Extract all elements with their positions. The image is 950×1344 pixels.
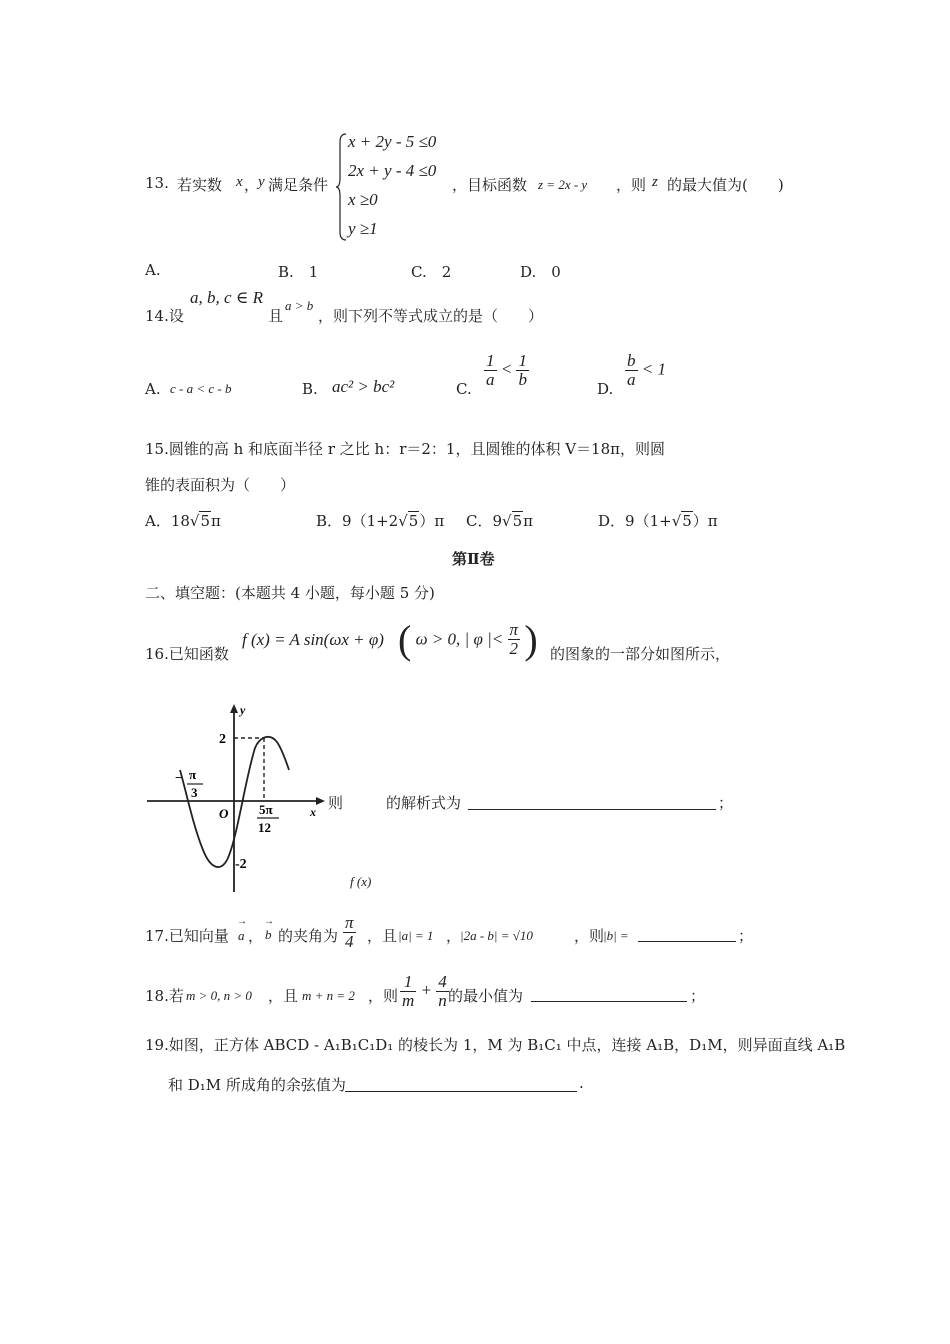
q18-number: 18.若 (145, 987, 184, 1005)
q13-sep: ， (244, 176, 260, 194)
q14-opt-a: c - a < c - b (170, 381, 232, 396)
q16-graph (145, 700, 330, 895)
q13-constraint-3: x ≥0 (348, 190, 378, 209)
q13-option-d: D. 0 (520, 263, 561, 281)
q13-constraint-1: x + 2y - 5 ≤0 (348, 132, 437, 151)
pos-x-den: 12 (258, 820, 271, 835)
q17-end: ； (738, 927, 754, 945)
q16-cond-pre: ω > 0, | φ |< (415, 629, 504, 649)
q18-ask: 的最小值为 (448, 987, 524, 1005)
q15-opt-d-post: ）π (692, 512, 718, 530)
q15-opt-a-post: π (211, 512, 221, 530)
q15-opt-b-pre: B．9（1+2 (316, 512, 399, 530)
q13-stem-a: 若实数 (177, 176, 223, 194)
q14-and: 且 (268, 307, 284, 325)
q17-cond2: |2a - b| = √10 (460, 928, 533, 943)
q15-line2: 锥的表面积为（ ） (145, 476, 296, 494)
q17-ang-num: π (345, 913, 354, 932)
q13-var-x: x (236, 174, 243, 190)
q15-opt-a (145, 510, 221, 531)
q14-opt-c-label: C. (456, 380, 472, 398)
q17-number: 17.已知向量 (145, 927, 229, 945)
q18-expr (400, 973, 449, 1010)
q16-paren-open: ( (398, 617, 412, 662)
q15-opt-d-sqrt-sign: √ (671, 512, 682, 530)
q13-stem-d: ，则 (616, 176, 647, 194)
q16-fx: f (x) (350, 874, 372, 889)
q13-var-z: z (652, 174, 658, 190)
q14-opt-c-den2: b (518, 369, 527, 389)
q18-and: ，且 (268, 987, 299, 1005)
q13-stem-e: 的最大值为( ) (667, 176, 784, 194)
q15-opt-c-pre: C．9 (466, 512, 503, 530)
q17-sep2: ， (446, 927, 462, 945)
q13-option-b: B. 1 (278, 263, 319, 281)
q15-opt-b-post: ）π (419, 512, 445, 530)
q18-f2-num: 4 (438, 972, 447, 991)
q15-opt-a-sqrt-sign: √ (189, 512, 200, 530)
q14-cond1: a, b, c ∈ R (190, 288, 264, 307)
q14-opt-c-lt: < (500, 359, 513, 379)
q19-answer-blank[interactable] (345, 1077, 577, 1092)
q13-var-y: y (258, 174, 265, 190)
q17-vec-b-arrow: → (264, 916, 274, 927)
pos-x-num: 5π (259, 802, 273, 817)
q17-sep: ， (248, 927, 264, 945)
q19-line2: 和 D₁M 所成角的余弦值为 (168, 1076, 346, 1094)
q15-opt-d (598, 510, 718, 531)
q19-end: . (579, 1074, 584, 1092)
q19-line1: 19.如图，正方体 ABCD - A₁B₁C₁D₁ 的棱长为 1，M 为 B₁C₁ 中点，连接 A₁B，D₁M，则异面直线 A₁B (145, 1036, 846, 1054)
neg-x-den: 3 (191, 785, 198, 800)
q13-option-c: C. 2 (411, 263, 452, 281)
q17-ask: |b| = (603, 928, 629, 943)
q16-answer-blank[interactable] (468, 795, 716, 810)
q18-cond1: m > 0, n > 0 (186, 988, 252, 1003)
q14-stem: ，则下列不等式成立的是（ ） (318, 307, 544, 325)
q15-opt-d-pre: D．9（1+ (598, 512, 672, 530)
q14-cond2: a > b (285, 298, 314, 313)
q15-opt-d-rad: 5 (682, 512, 692, 530)
q14-opt-c-num1: 1 (486, 351, 495, 370)
q15-opt-c-rad: 5 (512, 512, 523, 530)
y-axis-arrow (230, 704, 238, 713)
q14-opt-c (484, 352, 529, 389)
q18-plus: + (420, 980, 433, 1000)
q17-answer-blank[interactable] (638, 927, 736, 942)
q18-then: ，则 (368, 987, 399, 1005)
section-heading: 二、填空题：(本题共 4 小题，每小题 5 分) (145, 584, 435, 602)
q14-opt-c-den1: a (486, 369, 495, 389)
q15-opt-b-sqrt-sign: √ (398, 512, 408, 530)
origin-label: O (219, 806, 229, 821)
q17-stem-b: ，且 (367, 927, 398, 945)
q14-opt-a-label: A. (145, 380, 161, 398)
q17-vec-a-arrow: → (237, 916, 247, 927)
q13-constraint-4: y ≥1 (348, 219, 378, 238)
q17-stem-a: 的夹角为 (278, 927, 339, 945)
q13-option-a: A. (145, 261, 161, 279)
q18-f2-den: n (438, 990, 447, 1010)
x-axis-label: x (310, 805, 316, 819)
q17-cond1: |a| = 1 (398, 928, 434, 943)
q15-opt-a-pre: A．18 (145, 512, 190, 530)
q13-constraint-2: 2x + y - 4 ≤0 (348, 161, 437, 180)
q14-opt-d (625, 352, 666, 389)
q14-opt-b: ac² > bc² (332, 377, 395, 396)
q18-cond2: m + n = 2 (302, 988, 355, 1003)
q15-opt-b-rad: 5 (408, 512, 419, 530)
q15-opt-c-sqrt-sign: √ (502, 512, 512, 530)
q14-number: 14.设 (145, 307, 184, 325)
q14-opt-b-label: B. (302, 380, 318, 398)
q14-opt-d-label: D. (597, 380, 614, 398)
x-axis-arrow (316, 797, 325, 805)
q17-vec-a: a (238, 928, 245, 943)
q14-opt-d-rest: < 1 (641, 359, 666, 379)
q16-ask: 的解析式为 (386, 794, 462, 812)
neg-x-sign: − (175, 770, 183, 785)
q14-opt-c-num2: 1 (518, 351, 527, 370)
q13-stem-b: 满足条件 (268, 176, 329, 194)
q15-opt-b (316, 510, 444, 531)
q18-answer-blank[interactable] (531, 987, 687, 1002)
q16-cond-den: 2 (509, 639, 519, 658)
section-title: 第Ⅱ卷 (452, 550, 495, 568)
q16-stem: 的图象的一部分如图所示， (550, 645, 731, 663)
ymax-label: 2 (219, 732, 226, 747)
q17-stem-c: ，则 (574, 927, 605, 945)
q15-line1: 15.圆锥的高 h 和底面半径 r 之比 h：r＝2：1，且圆锥的体积 V＝18π，则圆 (145, 440, 665, 458)
q16-then: 则 (328, 794, 344, 812)
q17-ang-den: 4 (345, 931, 354, 951)
q18-end: ； (690, 987, 706, 1005)
q16-end: ； (718, 794, 734, 812)
q15-opt-c-post: π (523, 512, 533, 530)
ymin-label: -2 (235, 857, 247, 872)
q15-opt-c (466, 510, 533, 531)
q16-func: f (x) = A sin(ωx + φ) (242, 630, 384, 649)
q13-brace (336, 132, 348, 242)
q13-objective: z = 2x - y (538, 177, 588, 192)
q14-opt-d-den: a (627, 369, 636, 389)
q14-opt-d-num: b (627, 351, 636, 370)
q16-condition (398, 616, 538, 663)
q16-cond-frac (508, 621, 521, 658)
q15-opt-a-rad: 5 (200, 512, 211, 530)
q18-f1-num: 1 (400, 973, 416, 992)
q17-vec-b: b (265, 927, 272, 942)
q16-number: 16.已知函数 (145, 645, 229, 663)
q16-cond-num: π (509, 620, 519, 640)
q13-stem-c: ，目标函数 (452, 176, 528, 194)
q16-paren-close: ) (524, 617, 538, 662)
y-axis-label: y (240, 703, 246, 717)
q17-angle (343, 914, 356, 951)
q13-number: 13. (145, 174, 169, 192)
neg-x-num: π (189, 767, 197, 782)
q18-f1-den: m (402, 990, 415, 1010)
